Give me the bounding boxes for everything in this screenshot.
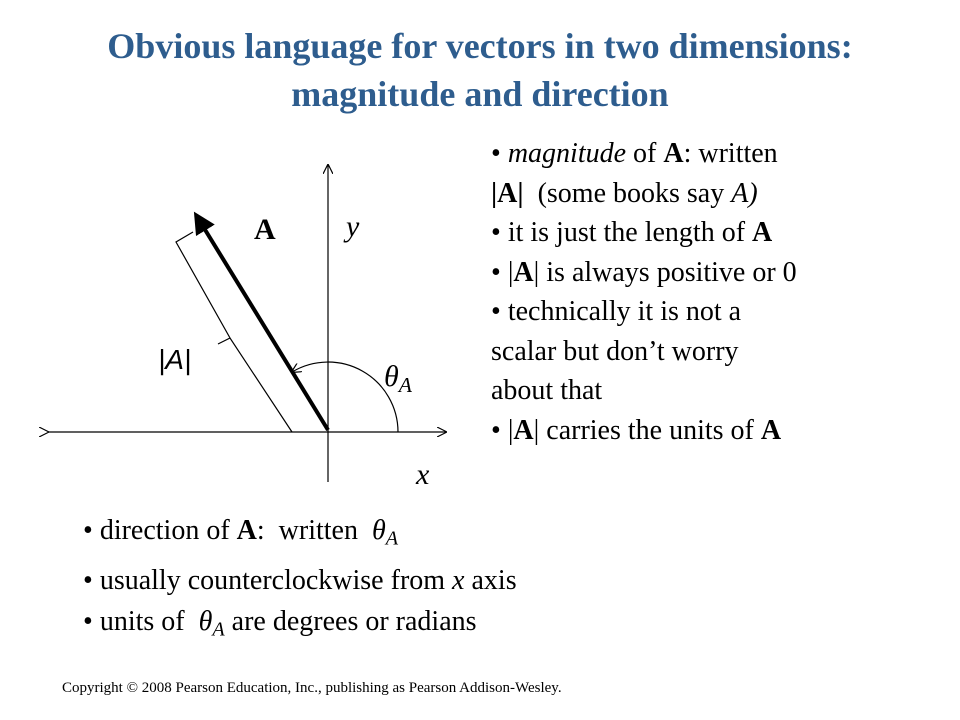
right-bullet-2: • it is just the length of A bbox=[491, 217, 773, 248]
title-line-1: Obvious language for vectors in two dimensions: bbox=[107, 26, 853, 66]
angle-theta: θ bbox=[384, 360, 399, 393]
bottom-bullet-1: • direction of A: written $\theta_A$ bbox=[83, 515, 399, 550]
right-bullet-5: • |A| carries the units of A bbox=[491, 414, 782, 446]
right-bullet-1-cont: |A| (some books say A) bbox=[491, 177, 758, 209]
vector-a-arrow bbox=[196, 215, 328, 430]
y-axis-label: y bbox=[346, 210, 360, 243]
right-bullet-list bbox=[491, 134, 797, 450]
right-bullet-4-cont-2: about that bbox=[491, 375, 603, 406]
title-line-2: magnitude and direction bbox=[291, 74, 669, 114]
x-axis-label: x bbox=[416, 458, 430, 491]
bottom-bullet-list bbox=[83, 510, 517, 650]
copyright-notice: Copyright © 2008 Pearson Education, Inc., publishing as Pearson Addison-Wesley. bbox=[62, 680, 562, 696]
bottom-bullet-2: • usually counterclockwise from x axis bbox=[83, 564, 517, 596]
bottom-bullet-3: • units of $\theta_A$ are degrees or radians bbox=[83, 605, 477, 641]
right-bullet-1: • magnitude of A: written bbox=[491, 138, 778, 169]
magnitude-label: |A| bbox=[158, 344, 192, 375]
right-bullet-3: • |A| is always positive or 0 bbox=[491, 256, 797, 288]
right-bullet-4: • technically it is not a bbox=[491, 296, 742, 327]
right-bullet-4-cont-1: scalar but don’t worry bbox=[491, 335, 739, 367]
vector-a-label: A bbox=[254, 213, 276, 246]
angle-subscript: A bbox=[398, 373, 412, 398]
angle-label bbox=[384, 360, 412, 402]
magnitude-brace bbox=[176, 232, 292, 432]
